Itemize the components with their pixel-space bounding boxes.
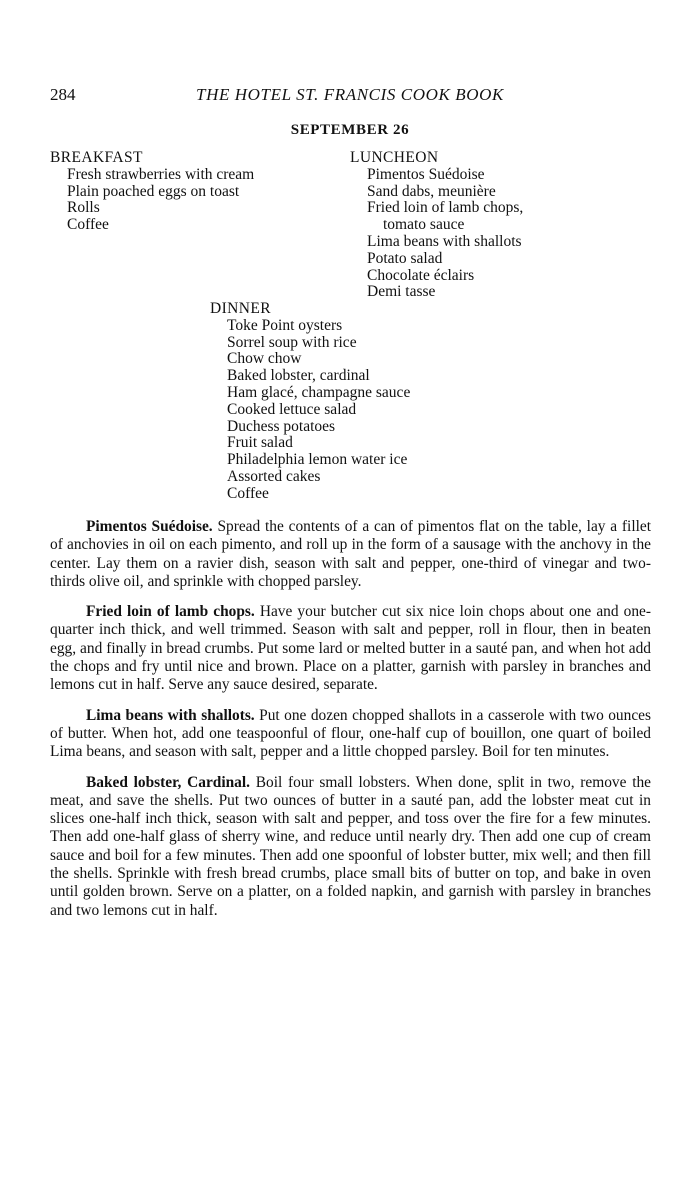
recipe-title: Pimentos Suédoise. — [86, 518, 213, 535]
dinner-items — [210, 318, 410, 503]
breakfast-title: BREAKFAST — [50, 149, 143, 166]
date-heading: SEPTEMBER 26 — [290, 122, 410, 138]
menu-item: Sand dabs, meunière — [367, 182, 496, 200]
recipe-text: Boil four small lobsters. When done, split in two, remove the meat, and save the shells. Put two ounces of butter in a sauté pan, add the lobster meat cut in slices one-half inch thick, season with salt and pepper, and toss over the fire for a few minutes. Then add one-half glass of sherry wine, and reduce until nearly dry. Then add one cup of cream sauce and boil for a few minutes. Then add one spoonful of lobster butter, mix well; and then fill the shells. Sprinkle with fresh bread crumbs, place small bits of butter on top, and bake in oven until golden brown. Serve on a platter, on a folded napkin, and garnish with parsley in branches and two lemons cut in half. — [50, 773, 651, 919]
menu-item-continuation-text: tomato sauce — [383, 216, 465, 234]
recipe-pimentos-suedoise — [50, 518, 651, 591]
recipe-baked-lobster-cardinal — [50, 774, 651, 920]
recipe-fried-loin-lamb-chops — [50, 603, 651, 694]
recipe-text: Put one dozen chopped shallots in a casserole with two ounces of butter. When hot, add one teaspoonful of flour, one-half cup of bouillon, one quart of boiled Lima beans, and season with salt, pepper and a little chopped parsley. Boil for ten minutes. — [50, 706, 651, 761]
menu-item: Fruit salad — [227, 434, 293, 452]
menu-item: Pimentos Suédoise — [367, 165, 485, 183]
recipe-title: Baked lobster, Cardinal. — [86, 773, 250, 791]
menu-item: Assorted cakes — [227, 467, 321, 485]
recipe-text: Have your butcher cut six nice loin chops about one and one-quarter inch thick, and well trimmed. Season with salt and pepper, roll in flour, then in beaten egg, and finally in bread crumbs. Put some lard or melted butter in a sauté pan, and when hot add the chops and fry until nice and brown. Place on a platter, garnish with parsley in branches and lemons cut in half. Serve any sauce desired, separate. — [50, 603, 651, 694]
menu-item: Plain poached eggs on toast — [67, 182, 240, 200]
menu-item: Sorrel soup with rice — [227, 333, 357, 351]
menu-item: Coffee — [67, 216, 109, 234]
breakfast-menu — [50, 150, 254, 234]
page-header — [0, 85, 700, 109]
dinner-menu — [210, 301, 410, 503]
menu-item: Chow chow — [227, 350, 302, 368]
menu-item: Baked lobster, cardinal — [227, 367, 370, 385]
menu-item: Chocolate éclairs — [367, 266, 475, 284]
breakfast-items — [50, 167, 254, 234]
menu-item: Toke Point oysters — [227, 316, 343, 334]
menu-item: Fresh strawberries with cream — [67, 165, 255, 183]
running-title: THE HOTEL ST. FRANCIS COOK BOOK — [196, 85, 504, 104]
menu-item: Coffee — [227, 484, 269, 502]
luncheon-items — [350, 167, 523, 301]
menu-item-continuation — [367, 217, 523, 234]
menu-item: Ham glacé, champagne sauce — [227, 383, 411, 401]
menu-item: Lima beans with shallots — [367, 232, 522, 250]
recipe-title: Lima beans with shallots. — [86, 706, 255, 724]
menu-item: Cooked lettuce salad — [227, 400, 357, 418]
menu-item: Fried loin of lamb chops, — [367, 199, 524, 217]
menu-item: Philadelphia lemon water ice — [227, 451, 408, 469]
page-number: 284 — [50, 85, 76, 104]
menu-item: Duchess potatoes — [227, 417, 336, 435]
luncheon-title: LUNCHEON — [350, 149, 439, 166]
menu-item: Rolls — [67, 199, 100, 217]
luncheon-menu — [350, 150, 523, 301]
recipe-text: Spread the contents of a can of pimentos flat on the table, lay a fillet of anchovies in oil on each pimento, and roll up in the form of a sausage with the anchovy in the center. Lay them on a ravier dish, season with salt and pepper, one-third of vinegar and two-thirds olive oil, and sprinkle with chopped parsley. — [50, 518, 651, 590]
recipes-section — [50, 518, 651, 932]
menu-item: Potato salad — [367, 249, 443, 267]
recipe-title: Fried loin of lamb chops. — [86, 603, 255, 621]
menu-item: Demi tasse — [367, 283, 436, 301]
dinner-title: DINNER — [210, 300, 271, 317]
recipe-lima-beans-shallots — [50, 707, 651, 762]
